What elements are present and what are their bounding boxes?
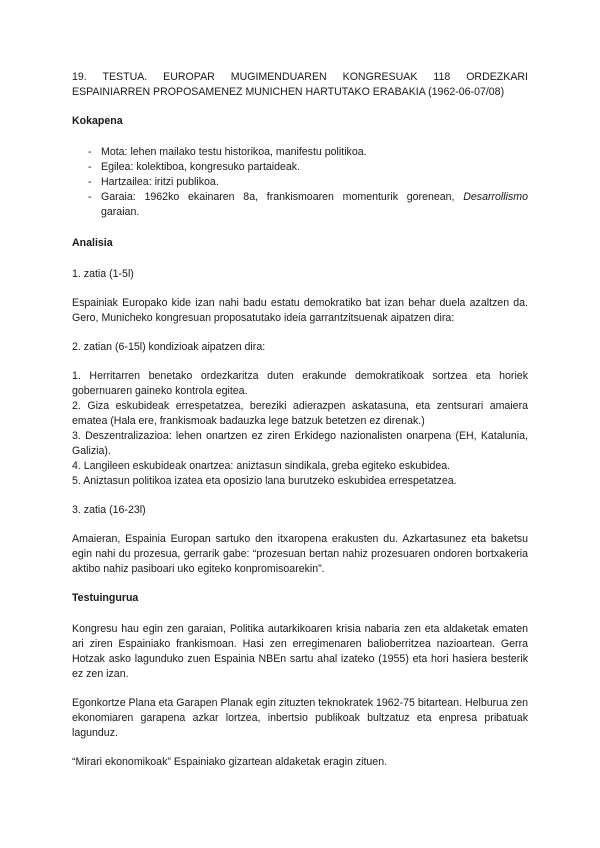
condition-item: 4. Langileen eskubideak onartzea: aniztasun sindikala, greba egiteko eskubidea. xyxy=(72,460,451,472)
garaia-end: garaian. xyxy=(101,206,140,218)
testuingurua-paragraph-3: “Mirari ekonomikoak” Espainiako gizartean aldaketak eragin zituen. xyxy=(72,756,388,768)
condition-item: 5. Aniztasun politikoa izatea eta oposizio lana burutzeko eskubidea errespetatzea. xyxy=(72,475,457,487)
garaia-text: Garaia: 1962ko ekainaren 8a, frankismoaren momenturik gorenean, xyxy=(101,191,464,203)
heading-kokapena: Kokapena xyxy=(72,115,123,127)
kokapena-item-hartzailea: - Hartzailea: iritzi publikoa. xyxy=(88,175,528,190)
condition-item: 1. Herritarren benetako ordezkaritza duten erakunde demokratikoak sortzea eta horiek gobernuaren gaineko kontrola egitea. xyxy=(72,370,528,397)
conditions-list xyxy=(72,369,528,489)
kokapena-list xyxy=(72,145,528,220)
kokapena-item-garaia xyxy=(88,190,528,220)
document-page xyxy=(72,70,528,784)
heading-analisia: Analisia xyxy=(72,237,113,249)
kokapena-item-mota: - Mota: lehen mailako testu historikoa, manifestu politikoa. xyxy=(88,145,528,160)
garaia-emphasis: Desarrollismo xyxy=(463,191,528,203)
kokapena-item-egilea: - Egilea: kolektiboa, kongresuko partaideak. xyxy=(88,160,528,175)
zatia1-paragraph: Espainiak Europako kide izan nahi badu estatu demokratiko bat izan behar duela azaltzen da. Gero, Municheko kongresuan proposatutako ideia garrantzitsuenak aipatzen dira: xyxy=(72,297,528,324)
zatia2-label: 2. zatian (6-15l) kondizioak aipatzen dira: xyxy=(72,341,266,353)
document-title: 19. TESTUA. EUROPAR MUGIMENDUAREN KONGRESUAK 118 ORDEZKARI ESPAINIARREN PROPOSAMENEZ MUNICHEN HARTUTAKO ERABAKIA (1962-06-07/08) xyxy=(72,71,528,98)
testuingurua-paragraph-1: Kongresu hau egin zen garaian, Politika autarkikoaren krisia nabaria zen eta aldaketak ematen ari ziren Espainiako frankismoan. Hasi zen erregimenaren balioberritzea nazioartean. Gerra Hotzak asko lagunduko zuen Espainia NBEn sartu ahal izateko (1955) eta hori hasiera besterik ez zen izan. xyxy=(72,623,528,680)
testuingurua-paragraph-2: Egonkortze Plana eta Garapen Planak egin zituzten teknokratek 1962-75 bitartean. Helburua zen ekonomiaren garapena azkar lortzea, inbertsio publikoak bultzatuz eta enpresa pribatuak lagunduz. xyxy=(72,697,528,739)
zatia1-label: 1. zatia (1-5l) xyxy=(72,268,134,280)
condition-item: 2. Giza eskubideak errespetatzea, bereziki adierazpen askatasuna, eta zentsurari amaiera ematea (Hala ere, frankismoak badauzka lege batzuk betetzen ez direnak.) xyxy=(72,400,528,427)
condition-item: 3. Deszentralizazioa: lehen onartzen ez ziren Erkidego nazionalisten onarpena (EH, Katalunia, Galizia). xyxy=(72,430,528,457)
heading-testuingurua: Testuingurua xyxy=(72,592,139,604)
zatia3-paragraph: Amaieran, Espainia Europan sartuko den itxaropena erakusten du. Azkartasunez eta baketsu egin nahi du prozesua, gerrarik gabe: “prozesuan bertan nahiz prozesuaren ondoren bortxakeria aktibo nahiz pasiboari uko egiteko konpromisoarekin”. xyxy=(72,533,528,575)
zatia3-label: 3. zatia (16-23l) xyxy=(72,504,146,516)
